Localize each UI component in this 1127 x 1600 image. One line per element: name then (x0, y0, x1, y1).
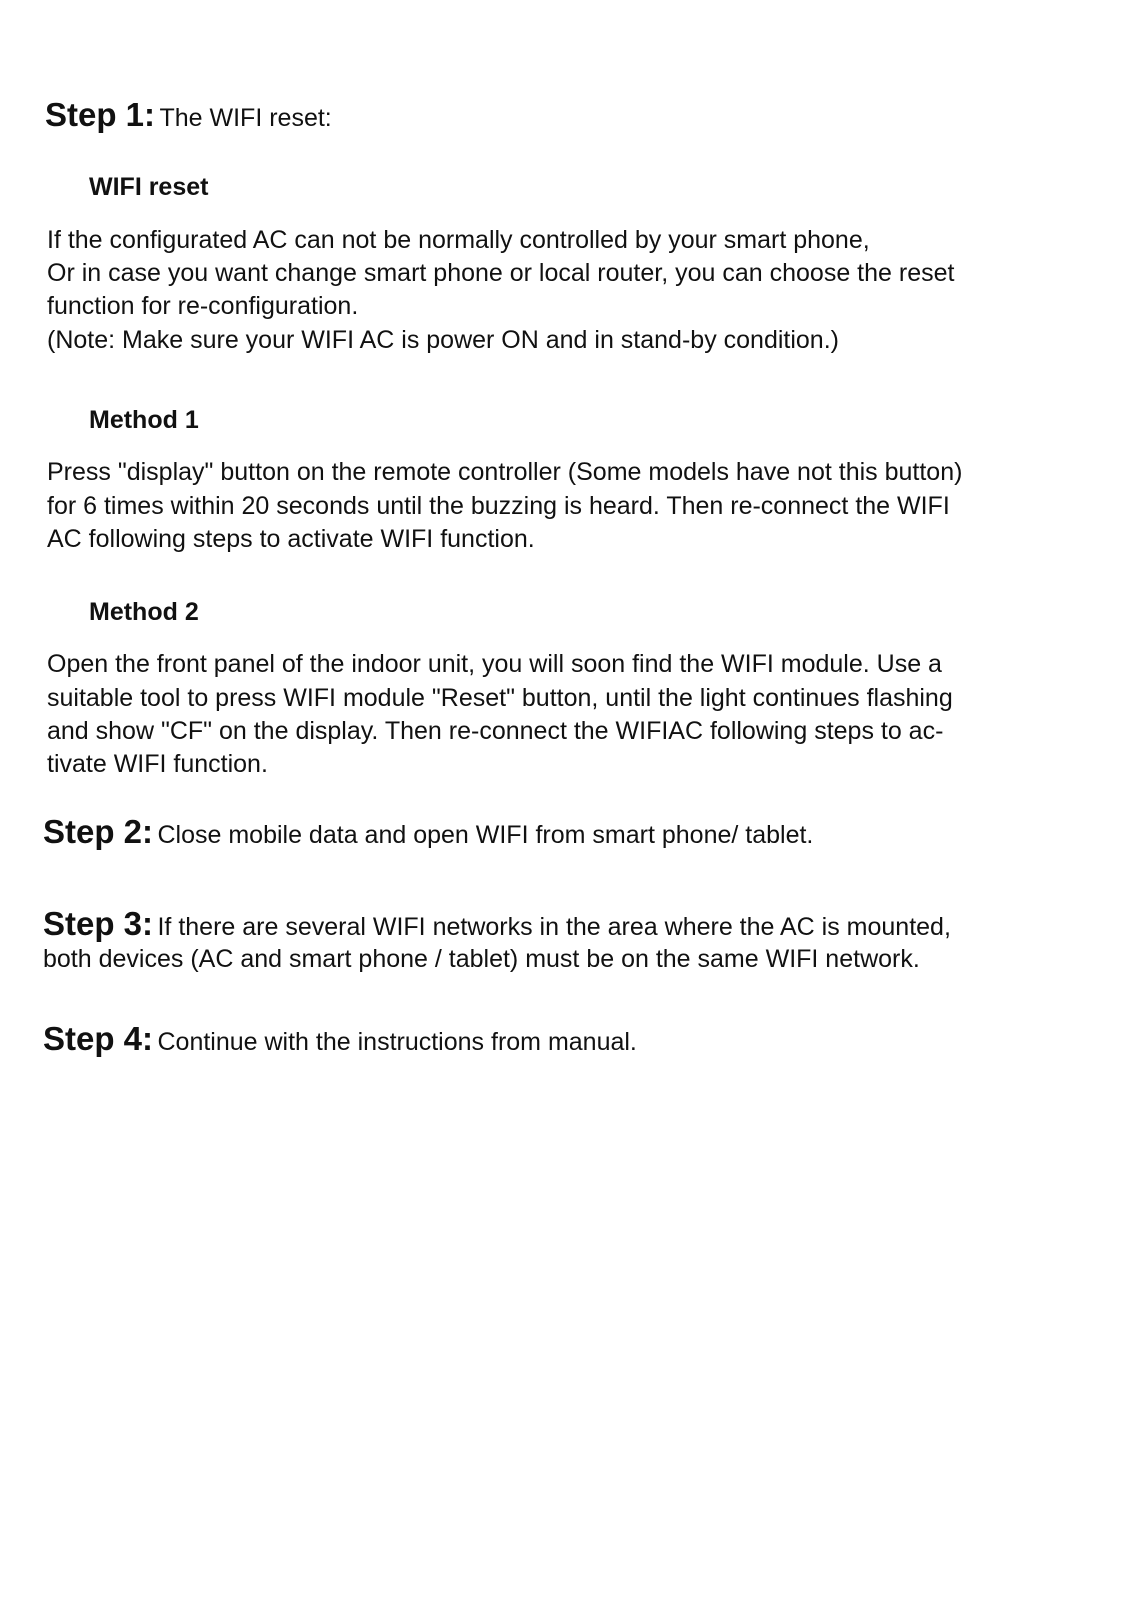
step-2 (43, 813, 813, 851)
wifi-reset-note: (Note: Make sure your WIFI AC is power ON and in stand-by condition.) (47, 326, 839, 354)
step-2-text: Close mobile data and open WIFI from smart phone/ tablet. (157, 821, 814, 849)
method-1-line-1: Press "display" button on the remote controller (Some models have not this button) (47, 458, 963, 486)
step-3 (43, 905, 951, 943)
method-1-line-2: for 6 times within 20 seconds until the buzzing is heard. Then re-connect the WIFI (47, 492, 950, 520)
wifi-reset-line-2: Or in case you want change smart phone or local router, you can choose the reset (47, 259, 955, 287)
wifi-reset-heading: WIFI reset (89, 173, 209, 201)
step-4-label: Step 4: (43, 1020, 154, 1057)
step-3-text: If there are several WIFI networks in the area where the AC is mounted, (157, 913, 951, 941)
step-2-label: Step 2: (43, 813, 154, 850)
method-1-line-3: AC following steps to activate WIFI function. (47, 525, 535, 553)
step-3-line-2: both devices (AC and smart phone / tablet) must be on the same WIFI network. (43, 945, 920, 973)
step-3-label: Step 3: (43, 905, 154, 942)
method-2-heading: Method 2 (89, 598, 199, 626)
step-1-label: Step 1: (45, 96, 156, 133)
step-4-text: Continue with the instructions from manual. (157, 1028, 637, 1056)
method-1-heading: Method 1 (89, 406, 199, 434)
method-2-line-4: tivate WIFI function. (47, 750, 268, 778)
wifi-reset-line-3: function for re-configuration. (47, 292, 359, 320)
method-2-line-1: Open the front panel of the indoor unit, you will soon find the WIFI module. Use a (47, 650, 942, 678)
method-2-line-3: and show "CF" on the display. Then re-connect the WIFIAC following steps to ac- (47, 717, 944, 745)
wifi-reset-line-1: If the configurated AC can not be normally controlled by your smart phone, (47, 226, 870, 254)
method-2-line-2: suitable tool to press WIFI module "Reset" button, until the light continues flashing (47, 684, 953, 712)
step-1-text: The WIFI reset: (159, 104, 332, 132)
step-1-heading (45, 96, 332, 134)
step-4 (43, 1020, 637, 1058)
